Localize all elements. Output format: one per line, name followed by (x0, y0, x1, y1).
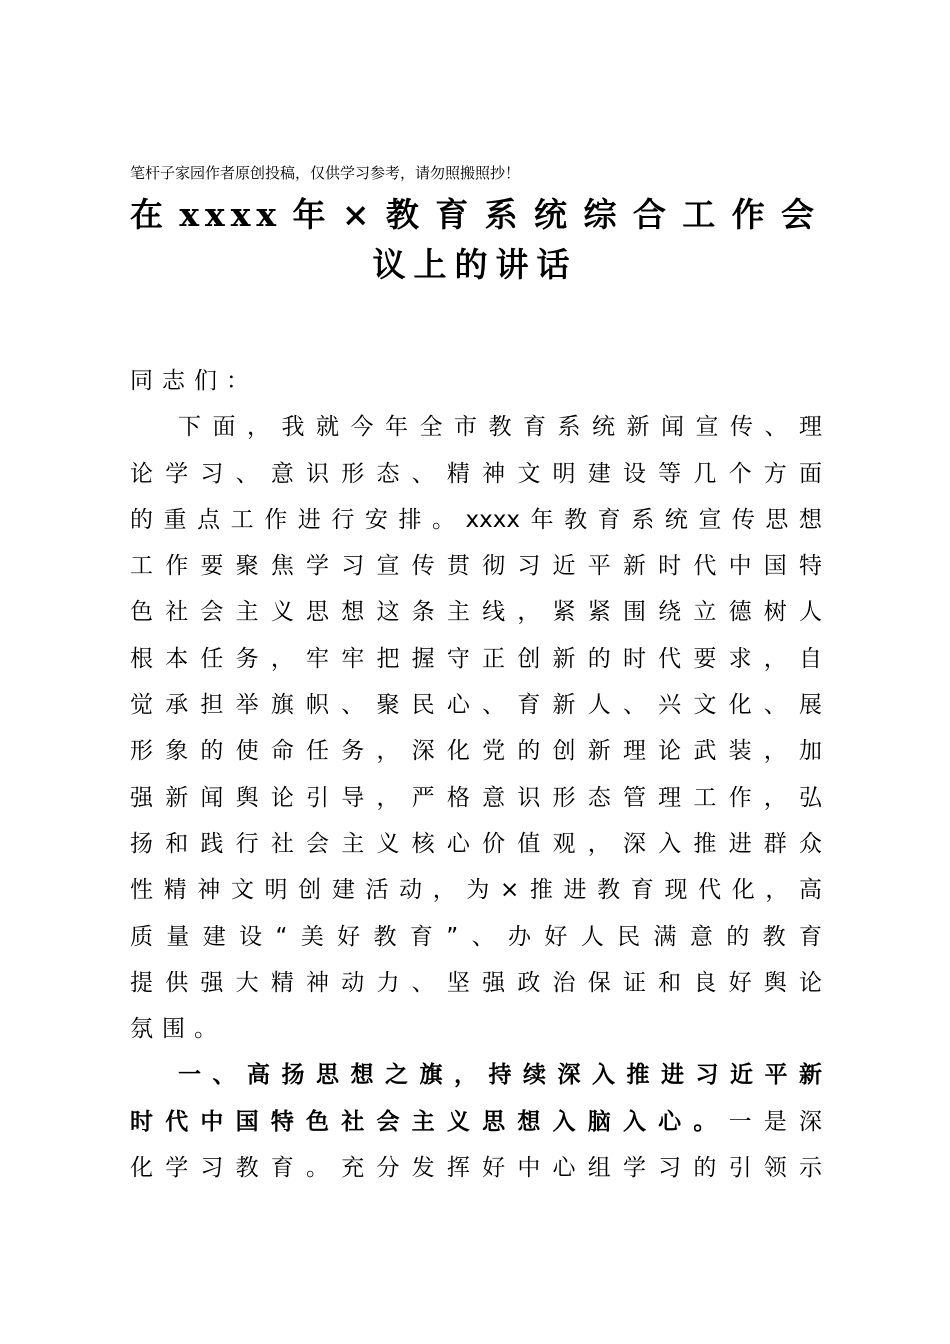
paragraph-line: 觉承担举旗帜、聚民心、育新人、兴文化、展 (130, 692, 822, 719)
paragraph-line: 形象的使命任务，深化党的创新理论武装，加 (130, 738, 822, 765)
paragraph-line: 的重点工作进行安排。xxxx年教育系统宣传思想 (130, 506, 822, 533)
paragraph-line: 论学习、意识形态、精神文明建设等几个方面 (130, 460, 822, 487)
section-heading-bold: 时代中国特色社会主义思想入脑入心。 (130, 1108, 729, 1135)
section-body-start: 一是深 (728, 1108, 822, 1135)
section-body-line: 化学习教育。充分发挥好中心组学习的引领示 (130, 1155, 822, 1182)
paragraph-line: 性精神文明创建活动，为×推进教育现代化，高 (130, 877, 822, 904)
paragraph-line: 提供强大精神动力、坚强政治保证和良好舆论 (130, 969, 822, 996)
title-line-1: 在xxxx年×教育系统综合工作会 (130, 195, 820, 234)
title-line-2: 议上的讲话 (372, 245, 578, 284)
paragraph-line: 根本任务，牢牢把握守正创新的时代要求，自 (130, 645, 822, 672)
paragraph-line: 工作要聚焦学习宣传贯彻习近平新时代中国特 (130, 553, 822, 580)
paragraph-line: 扬和践行社会主义核心价值观，深入推进群众 (130, 830, 822, 857)
paragraph-line: 色社会主义思想这条主线，紧紧围绕立德树人 (130, 599, 822, 626)
paragraph-line: 下面，我就今年全市教育系统新闻宣传、理 (178, 414, 822, 441)
document-title (130, 190, 820, 290)
document-body (130, 358, 822, 1191)
salutation: 同志们： (130, 368, 258, 394)
watermark-notice: 笔杆子家园作者原创投稿，仅供学习参考，请勿照搬照抄！ (130, 164, 521, 182)
section-heading-line (130, 1099, 822, 1145)
paragraph-line: 氛围。 (130, 1016, 226, 1043)
paragraph-line: 强新闻舆论引导，严格意识形态管理工作，弘 (130, 784, 822, 811)
paragraph-line: 质量建设“美好教育”、办好人民满意的教育 (130, 923, 822, 950)
section-heading-line: 一、高扬思想之旗，持续深入推进习近平新 (178, 1062, 822, 1089)
